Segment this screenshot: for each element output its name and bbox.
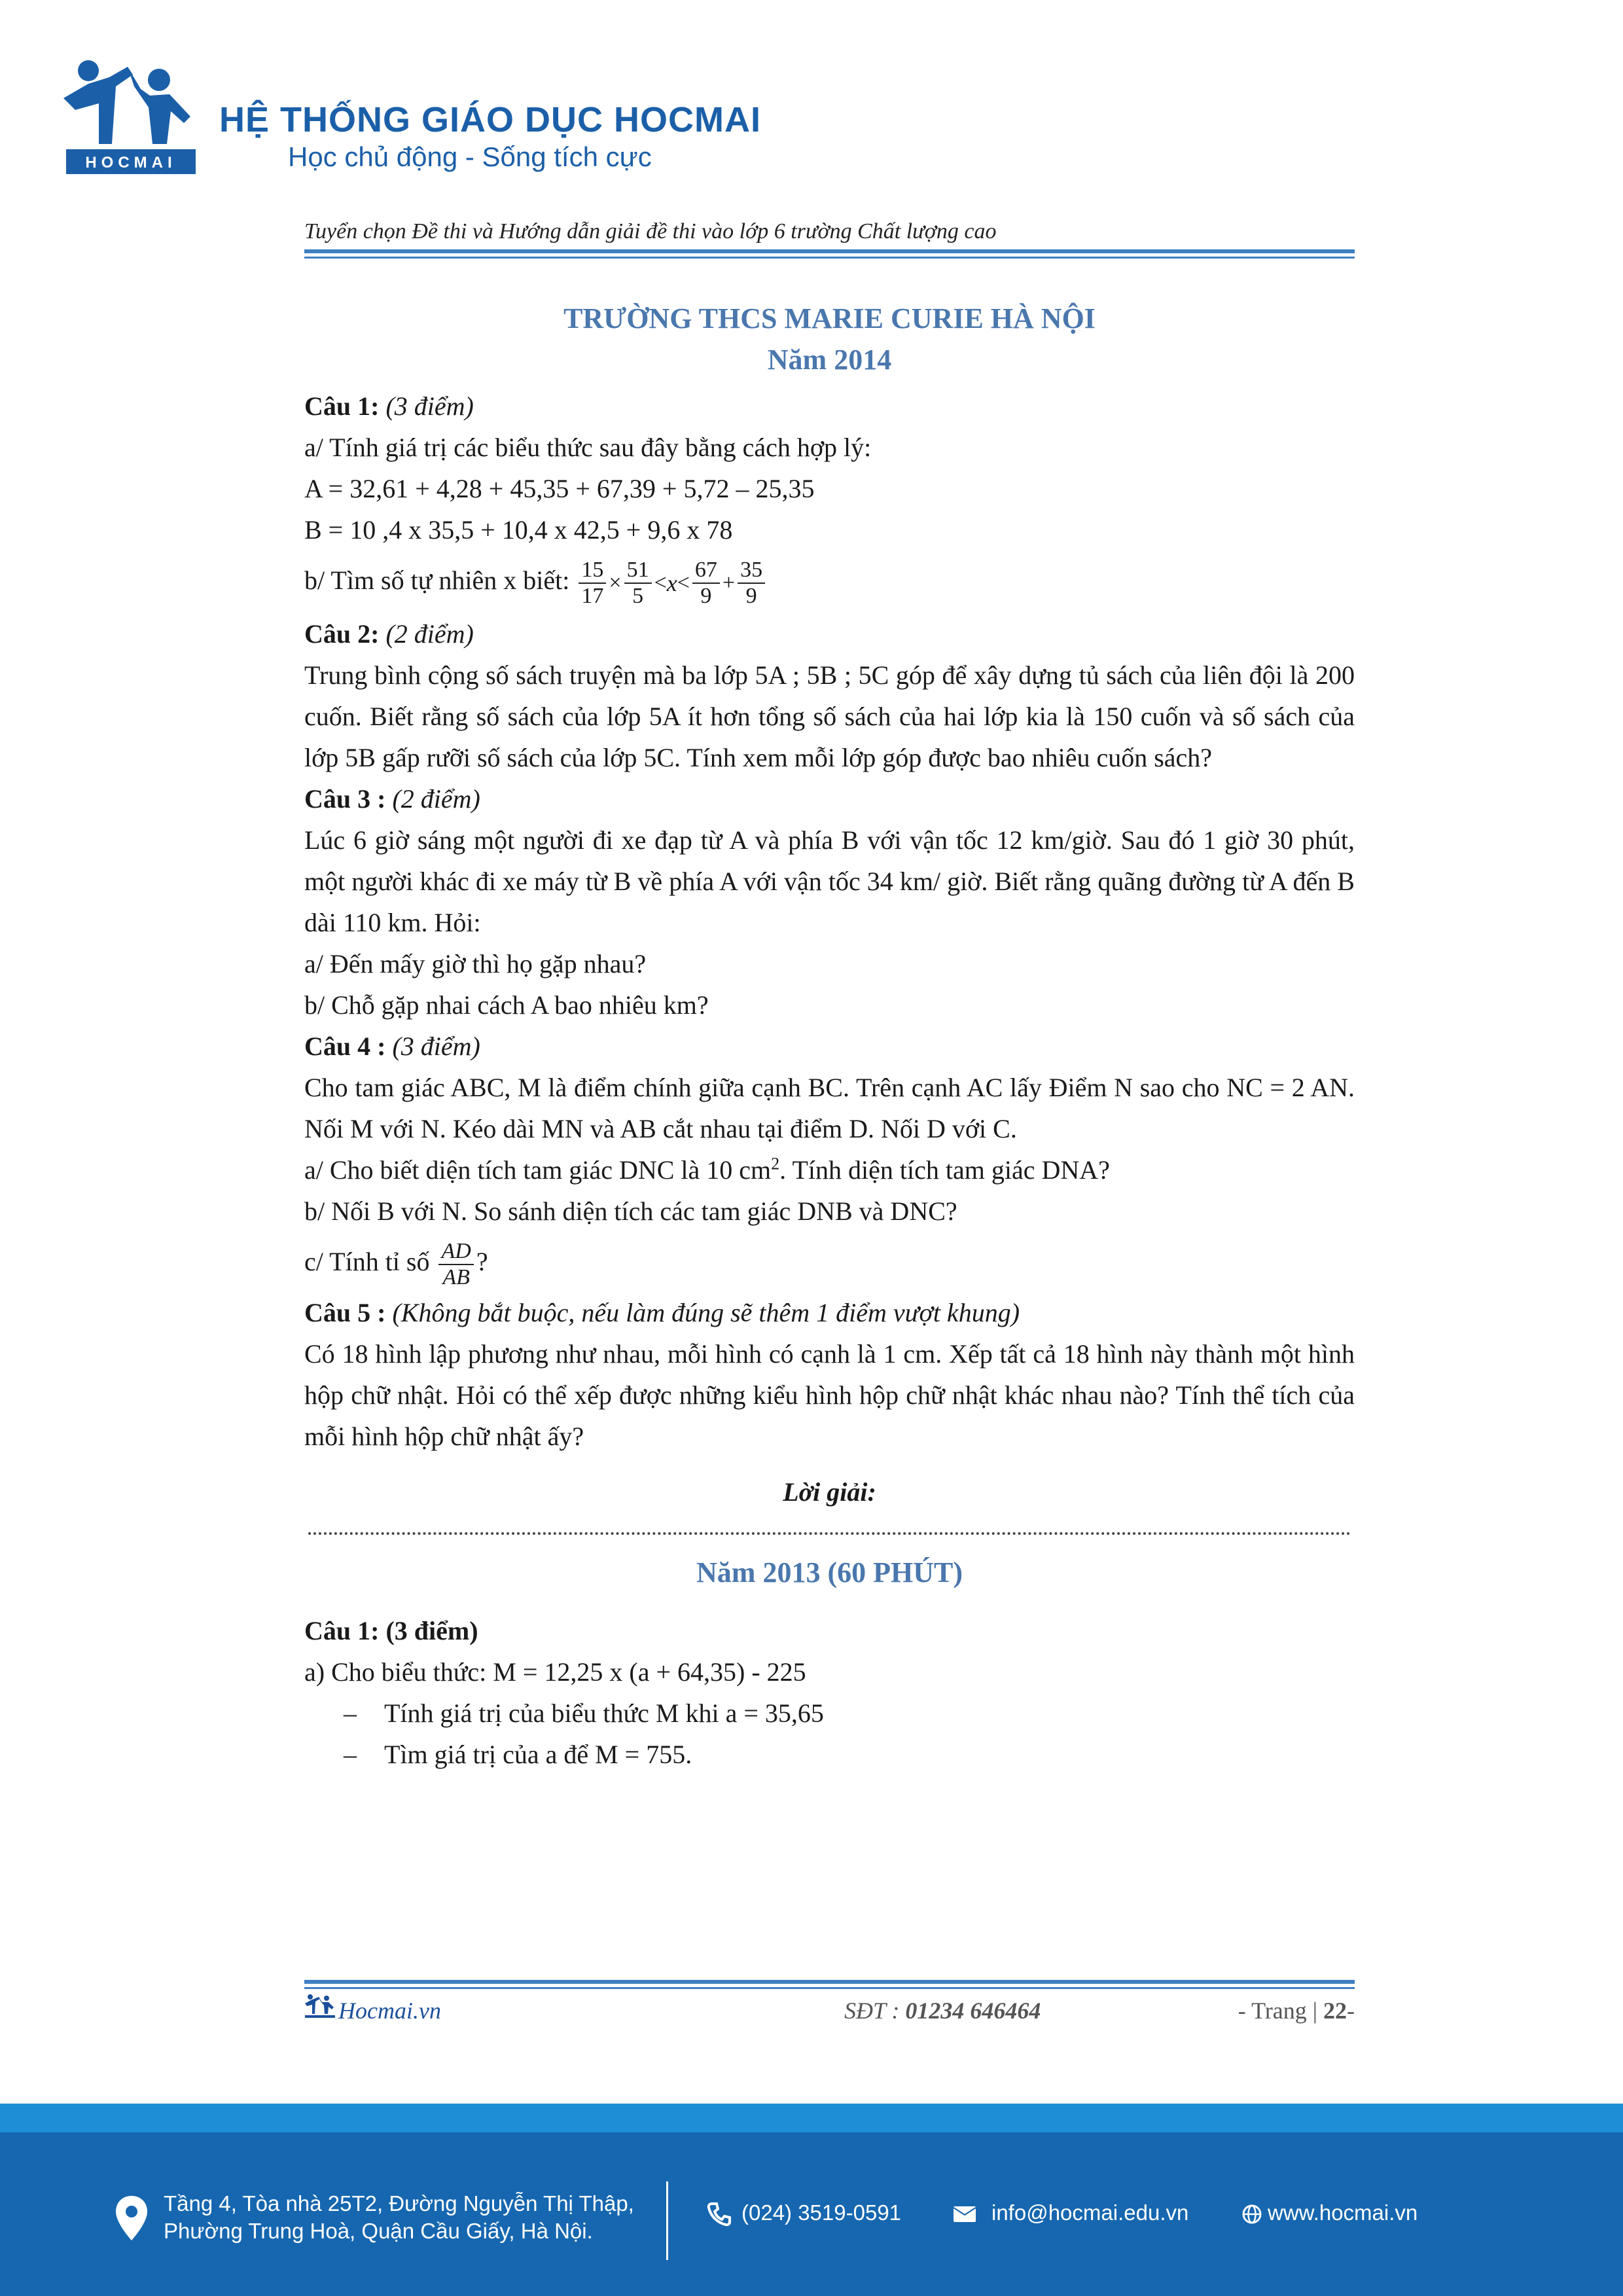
svg-text:HOCMAI: HOCMAI (85, 154, 177, 171)
question-label: Câu 5 : (304, 1297, 386, 1327)
question-5-heading (304, 1292, 1355, 1333)
question-4a: a/ Cho biết diện tích tam giác DNC là 10 $cm^2$. Tính diện tích tam giác DNA? (304, 1154, 1110, 1185)
fraction: $\frac{51}{5}$ (624, 558, 652, 609)
divider (666, 2181, 668, 2260)
question-3-text: Lúc 6 giờ sáng một người đi xe đạp từ A và phía B với vận tốc 12 km/giờ. Sau đó 1 giờ 30 phút, một người khác đi xe máy từ B về phía A với vận tốc 34 km/ giờ. Biết rằng quãng đường từ A đến B dài 110 km. Hỏi: (304, 825, 1355, 937)
list-item: – Tính giá trị của biểu thức M khi a = 35,65 (344, 1698, 824, 1728)
dotted-separator (308, 1527, 1351, 1535)
document-header (304, 219, 1355, 257)
question-points: (2 điểm) (392, 783, 480, 814)
footer-page-number: - Trang | 22- (1238, 1998, 1355, 2024)
contact-email[interactable]: info@hocmai.edu.vn (991, 2200, 1189, 2225)
question-points: (Không bắt buộc, nếu làm đúng sẽ thêm 1 điểm vượt khung) (392, 1297, 1020, 1327)
year-2013-heading: Năm 2013 (60 PHÚT) (696, 1556, 963, 1588)
hocmai-small-logo-icon (304, 1993, 338, 2019)
fraction: $\frac{67}{9}$ (692, 558, 720, 609)
question-1b-intro: b/ Tìm số tự nhiên x biết: (304, 565, 570, 595)
question-1a-intro: a/ Tính giá trị các biểu thức sau đây bằng cách hợp lý: (304, 433, 872, 462)
exam-content (304, 298, 1355, 1775)
fraction: $\frac{35}{9}$ (738, 558, 765, 609)
mail-icon (954, 2206, 976, 2222)
year-2014-heading: Năm 2014 (767, 344, 892, 376)
document-header-text: Tuyển chọn Đề thi và Hướng dẫn giải đề thi vào lớp 6 trường Chất lượng cao (304, 219, 997, 243)
phone-icon (707, 2202, 732, 2227)
location-pin-icon (115, 2195, 149, 2242)
solution-heading: Lời giải: (783, 1477, 876, 1507)
globe-icon (1242, 2204, 1262, 2224)
question-points: (3 điểm) (392, 1031, 480, 1061)
list-item: – Tìm giá trị của a để M = 755. (344, 1739, 692, 1769)
footer-rule (304, 1980, 1355, 1988)
brand-slogan: Học chủ động - Sống tích cực (288, 141, 652, 172)
question-label: Câu 4 : (304, 1031, 386, 1061)
contact-website[interactable]: www.hocmai.vn (1268, 2200, 1418, 2225)
fraction: $\frac{AD}{AB}$ (438, 1239, 473, 1290)
question-4c: c/ Tính tỉ số $\frac{AD}{AB}$ ? (304, 1238, 488, 1289)
question-label: Câu 3 : (304, 783, 386, 814)
document-footer (304, 1980, 1355, 2036)
contact-bar (0, 2132, 1623, 2296)
fraction: $\frac{15}{17}$ (579, 558, 606, 609)
question-1b-inequality: b/ Tìm số tự nhiên x biết: $\frac{15}{17}$ × $\frac{51}{5}$ <x< $\frac{67}{9}$ + $\frac{35}{9}$ (304, 550, 1355, 613)
contact-phone[interactable]: (024) 3519-0591 (741, 2200, 902, 2225)
question-points: (2 điểm) (385, 619, 474, 649)
question-2013-1-heading: Câu 1: (3 điểm) (304, 1615, 478, 1645)
question-3-heading (304, 778, 1355, 819)
school-title: TRƯỜNG THCS MARIE CURIE HÀ NỘI (563, 302, 1096, 334)
footer-phone: SĐT : 01234 646464 (844, 1998, 1041, 2024)
question-5-text: Có 18 hình lập phương như nhau, mỗi hình có cạnh là 1 cm. Xếp tất cả 18 hình này thành một hình hộp chữ nhật. Hỏi có thể xếp được những kiểu hình hộp chữ nhật khác nhau nào? Tính thể tích của mỗi hình hộp chữ nhật ấy? (304, 1338, 1355, 1451)
address: Tầng 4, Tòa nhà 25T2, Đường Nguyễn Thị Thập, Phường Trung Hoà, Quận Cầu Giấy, Hà Nội. (164, 2191, 634, 2243)
question-label: Câu 2: (304, 619, 380, 649)
hocmai-logo-icon (62, 52, 200, 177)
question-points: (3 điểm) (385, 391, 474, 421)
decorative-stripe (0, 2104, 1623, 2132)
question-2-text: Trung bình cộng số sách truyện mà ba lớp 5A ; 5B ; 5C góp để xây dựng tủ sách của liên đội là 200 cuốn. Biết rằng số sách của lớp 5A ít hơn tổng số sách của hai lớp kia là 150 cuốn và số sách của lớp 5B gấp rưỡi số sách của lớp 5C. Tính xem mỗi lớp góp được bao nhiêu cuốn sách? (304, 660, 1355, 772)
question-4-text: Cho tam giác ABC, M là điểm chính giữa cạnh BC. Trên cạnh AC lấy Điểm N sao cho NC = 2 AN. Nối M với N. Kéo dài MN và AB cắt nhau tại điểm D. Nối D với C. (304, 1072, 1355, 1143)
question-1-heading (304, 386, 1355, 427)
question-3a: a/ Đến mấy giờ thì họ gặp nhau? (304, 948, 647, 978)
expression-a: A = 32,61 + 4,28 + 45,35 + 67,39 + 5,72 – 25,35 (304, 474, 815, 503)
question-2-heading (304, 613, 1355, 655)
footer-site-text[interactable]: Hocmai.vn (338, 1998, 441, 2024)
question-2013-1a: a) Cho biểu thức: M = 12,25 x (a + 64,35) - 225 (304, 1657, 806, 1687)
expression-b: B = 10 ,4 x 35,5 + 10,4 x 42,5 + 9,6 x 78 (304, 515, 733, 545)
question-3b: b/ Chỗ gặp nhai cách A bao nhiêu km? (304, 990, 709, 1020)
brand-title: HỆ THỐNG GIÁO DỤC HOCMAI (219, 100, 761, 139)
question-4b: b/ Nối B với N. So sánh diện tích các tam giác DNB và DNC? (304, 1196, 957, 1226)
brand-header (62, 52, 782, 183)
question-label: Câu 1: (304, 391, 380, 421)
header-rule (304, 249, 1355, 257)
question-4-heading (304, 1026, 1355, 1067)
